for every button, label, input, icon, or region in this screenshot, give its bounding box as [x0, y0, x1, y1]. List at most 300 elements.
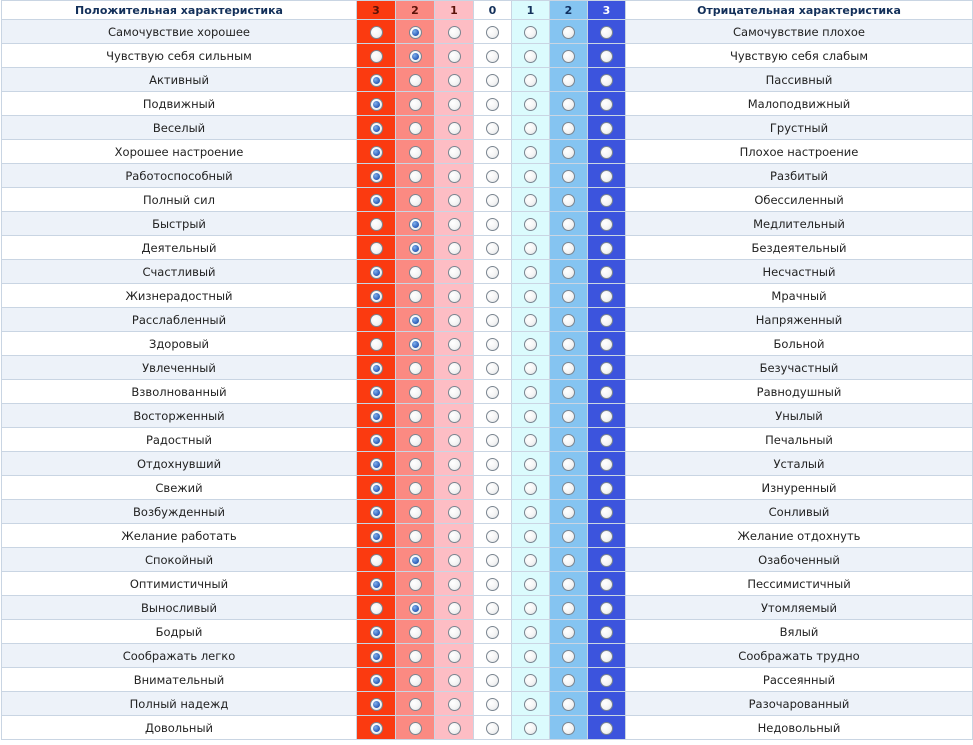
rating-cell-pos-1[interactable]: [435, 548, 474, 572]
rating-cell-pos-3[interactable]: [357, 428, 396, 452]
rating-cell-pos-3[interactable]: [357, 524, 396, 548]
radio-button-pos-1[interactable]: [448, 218, 461, 231]
radio-button-pos-2[interactable]: [409, 26, 422, 39]
radio-button-neutral[interactable]: [486, 458, 499, 471]
radio-button-pos-2[interactable]: [409, 386, 422, 399]
rating-cell-pos-2[interactable]: [396, 68, 435, 92]
radio-button-pos-1[interactable]: [448, 50, 461, 63]
radio-button-neg-3[interactable]: [600, 290, 613, 303]
radio-button-pos-1[interactable]: [448, 98, 461, 111]
radio-button-neg-1[interactable]: [524, 626, 537, 639]
rating-cell-neg-1[interactable]: [512, 620, 550, 644]
rating-cell-pos-2[interactable]: [396, 668, 435, 692]
radio-button-pos-2[interactable]: [409, 50, 422, 63]
radio-button-neg-1[interactable]: [524, 26, 537, 39]
rating-cell-neg-1[interactable]: [512, 404, 550, 428]
radio-button-neg-2[interactable]: [562, 554, 575, 567]
radio-button-neutral[interactable]: [486, 50, 499, 63]
rating-cell-neg-1[interactable]: [512, 284, 550, 308]
rating-cell-pos-3[interactable]: [357, 140, 396, 164]
radio-button-pos-3[interactable]: [370, 506, 383, 519]
rating-cell-pos-1[interactable]: [435, 92, 474, 116]
radio-button-pos-2[interactable]: [409, 266, 422, 279]
rating-cell-pos-1[interactable]: [435, 284, 474, 308]
rating-cell-neg-1[interactable]: [512, 188, 550, 212]
radio-button-neg-1[interactable]: [524, 434, 537, 447]
radio-button-neg-3[interactable]: [600, 602, 613, 615]
rating-cell-pos-2[interactable]: [396, 164, 435, 188]
rating-cell-neutral[interactable]: [474, 188, 512, 212]
radio-button-pos-2[interactable]: [409, 578, 422, 591]
radio-button-pos-2[interactable]: [409, 74, 422, 87]
rating-cell-pos-1[interactable]: [435, 596, 474, 620]
radio-button-neg-2[interactable]: [562, 242, 575, 255]
rating-cell-neg-2[interactable]: [550, 260, 588, 284]
rating-cell-neutral[interactable]: [474, 356, 512, 380]
radio-button-neg-2[interactable]: [562, 290, 575, 303]
radio-button-pos-1[interactable]: [448, 266, 461, 279]
rating-cell-neg-2[interactable]: [550, 140, 588, 164]
radio-button-neg-3[interactable]: [600, 626, 613, 639]
rating-cell-pos-2[interactable]: [396, 356, 435, 380]
radio-button-pos-1[interactable]: [448, 314, 461, 327]
radio-button-pos-1[interactable]: [448, 626, 461, 639]
rating-cell-neutral[interactable]: [474, 644, 512, 668]
radio-button-neg-3[interactable]: [600, 146, 613, 159]
radio-button-neg-3[interactable]: [600, 266, 613, 279]
rating-cell-neg-1[interactable]: [512, 236, 550, 260]
rating-cell-pos-1[interactable]: [435, 332, 474, 356]
rating-cell-pos-2[interactable]: [396, 380, 435, 404]
rating-cell-neg-1[interactable]: [512, 596, 550, 620]
rating-cell-pos-3[interactable]: [357, 68, 396, 92]
rating-cell-pos-2[interactable]: [396, 332, 435, 356]
radio-button-pos-1[interactable]: [448, 650, 461, 663]
rating-cell-neutral[interactable]: [474, 452, 512, 476]
radio-button-neg-3[interactable]: [600, 410, 613, 423]
radio-button-pos-2[interactable]: [409, 530, 422, 543]
radio-button-neutral[interactable]: [486, 482, 499, 495]
rating-cell-pos-1[interactable]: [435, 116, 474, 140]
radio-button-neg-1[interactable]: [524, 194, 537, 207]
rating-cell-neg-3[interactable]: [588, 332, 626, 356]
rating-cell-pos-2[interactable]: [396, 116, 435, 140]
radio-button-neg-3[interactable]: [600, 530, 613, 543]
radio-button-pos-2[interactable]: [409, 410, 422, 423]
radio-button-pos-3[interactable]: [370, 338, 383, 351]
rating-cell-neg-1[interactable]: [512, 356, 550, 380]
radio-button-neg-2[interactable]: [562, 386, 575, 399]
rating-cell-neg-2[interactable]: [550, 548, 588, 572]
radio-button-neg-2[interactable]: [562, 338, 575, 351]
radio-button-pos-2[interactable]: [409, 458, 422, 471]
rating-cell-neutral[interactable]: [474, 524, 512, 548]
radio-button-pos-3[interactable]: [370, 194, 383, 207]
radio-button-pos-3[interactable]: [370, 458, 383, 471]
radio-button-pos-1[interactable]: [448, 194, 461, 207]
radio-button-pos-3[interactable]: [370, 290, 383, 303]
radio-button-pos-2[interactable]: [409, 194, 422, 207]
radio-button-pos-3[interactable]: [370, 170, 383, 183]
rating-cell-pos-2[interactable]: [396, 452, 435, 476]
rating-cell-pos-1[interactable]: [435, 476, 474, 500]
rating-cell-pos-1[interactable]: [435, 140, 474, 164]
radio-button-neg-3[interactable]: [600, 482, 613, 495]
radio-button-neutral[interactable]: [486, 146, 499, 159]
rating-cell-neg-2[interactable]: [550, 284, 588, 308]
radio-button-neg-3[interactable]: [600, 170, 613, 183]
radio-button-pos-2[interactable]: [409, 722, 422, 735]
rating-cell-pos-2[interactable]: [396, 548, 435, 572]
radio-button-neg-1[interactable]: [524, 266, 537, 279]
rating-cell-pos-3[interactable]: [357, 716, 396, 740]
rating-cell-neg-3[interactable]: [588, 236, 626, 260]
radio-button-neg-3[interactable]: [600, 434, 613, 447]
rating-cell-neg-2[interactable]: [550, 308, 588, 332]
rating-cell-neg-3[interactable]: [588, 428, 626, 452]
rating-cell-neg-2[interactable]: [550, 452, 588, 476]
rating-cell-pos-3[interactable]: [357, 260, 396, 284]
rating-cell-neg-1[interactable]: [512, 452, 550, 476]
radio-button-neutral[interactable]: [486, 386, 499, 399]
radio-button-neg-1[interactable]: [524, 674, 537, 687]
rating-cell-pos-3[interactable]: [357, 332, 396, 356]
rating-cell-neg-1[interactable]: [512, 428, 550, 452]
rating-cell-pos-2[interactable]: [396, 92, 435, 116]
radio-button-pos-2[interactable]: [409, 554, 422, 567]
radio-button-neg-3[interactable]: [600, 458, 613, 471]
rating-cell-neg-3[interactable]: [588, 692, 626, 716]
rating-cell-neg-2[interactable]: [550, 596, 588, 620]
rating-cell-neg-1[interactable]: [512, 548, 550, 572]
rating-cell-neutral[interactable]: [474, 572, 512, 596]
radio-button-neg-2[interactable]: [562, 98, 575, 111]
radio-button-pos-2[interactable]: [409, 698, 422, 711]
rating-cell-neg-3[interactable]: [588, 668, 626, 692]
rating-cell-pos-1[interactable]: [435, 44, 474, 68]
rating-cell-pos-2[interactable]: [396, 476, 435, 500]
radio-button-neg-2[interactable]: [562, 602, 575, 615]
radio-button-neutral[interactable]: [486, 194, 499, 207]
radio-button-neg-2[interactable]: [562, 26, 575, 39]
radio-button-pos-2[interactable]: [409, 506, 422, 519]
rating-cell-neutral[interactable]: [474, 164, 512, 188]
rating-cell-neg-1[interactable]: [512, 140, 550, 164]
radio-button-neutral[interactable]: [486, 98, 499, 111]
radio-button-neg-1[interactable]: [524, 218, 537, 231]
rating-cell-neg-3[interactable]: [588, 44, 626, 68]
radio-button-pos-3[interactable]: [370, 434, 383, 447]
radio-button-pos-3[interactable]: [370, 50, 383, 63]
rating-cell-neg-3[interactable]: [588, 284, 626, 308]
rating-cell-pos-3[interactable]: [357, 476, 396, 500]
radio-button-neutral[interactable]: [486, 698, 499, 711]
radio-button-pos-1[interactable]: [448, 698, 461, 711]
radio-button-neg-1[interactable]: [524, 578, 537, 591]
radio-button-neg-1[interactable]: [524, 698, 537, 711]
rating-cell-neg-1[interactable]: [512, 716, 550, 740]
rating-cell-neg-1[interactable]: [512, 260, 550, 284]
radio-button-neg-3[interactable]: [600, 242, 613, 255]
radio-button-neg-3[interactable]: [600, 554, 613, 567]
radio-button-pos-2[interactable]: [409, 650, 422, 663]
radio-button-neutral[interactable]: [486, 578, 499, 591]
radio-button-neg-3[interactable]: [600, 194, 613, 207]
radio-button-neutral[interactable]: [486, 626, 499, 639]
radio-button-pos-3[interactable]: [370, 602, 383, 615]
radio-button-neg-2[interactable]: [562, 122, 575, 135]
rating-cell-neg-1[interactable]: [512, 116, 550, 140]
rating-cell-pos-1[interactable]: [435, 500, 474, 524]
radio-button-neutral[interactable]: [486, 26, 499, 39]
radio-button-neutral[interactable]: [486, 554, 499, 567]
radio-button-neutral[interactable]: [486, 290, 499, 303]
rating-cell-neg-3[interactable]: [588, 596, 626, 620]
rating-cell-neg-2[interactable]: [550, 212, 588, 236]
radio-button-pos-3[interactable]: [370, 674, 383, 687]
radio-button-pos-2[interactable]: [409, 122, 422, 135]
radio-button-neutral[interactable]: [486, 338, 499, 351]
radio-button-neg-2[interactable]: [562, 74, 575, 87]
rating-cell-pos-3[interactable]: [357, 92, 396, 116]
rating-cell-neg-2[interactable]: [550, 356, 588, 380]
radio-button-pos-1[interactable]: [448, 290, 461, 303]
radio-button-neutral[interactable]: [486, 170, 499, 183]
rating-cell-neg-3[interactable]: [588, 212, 626, 236]
rating-cell-pos-1[interactable]: [435, 668, 474, 692]
radio-button-pos-3[interactable]: [370, 362, 383, 375]
rating-cell-pos-1[interactable]: [435, 68, 474, 92]
rating-cell-neutral[interactable]: [474, 68, 512, 92]
rating-cell-neg-2[interactable]: [550, 20, 588, 44]
rating-cell-neutral[interactable]: [474, 500, 512, 524]
rating-cell-pos-3[interactable]: [357, 212, 396, 236]
radio-button-pos-2[interactable]: [409, 338, 422, 351]
rating-cell-pos-1[interactable]: [435, 236, 474, 260]
rating-cell-neg-1[interactable]: [512, 692, 550, 716]
rating-cell-neg-3[interactable]: [588, 308, 626, 332]
rating-cell-pos-2[interactable]: [396, 404, 435, 428]
rating-cell-neg-1[interactable]: [512, 332, 550, 356]
radio-button-neutral[interactable]: [486, 410, 499, 423]
rating-cell-neg-1[interactable]: [512, 212, 550, 236]
radio-button-pos-1[interactable]: [448, 482, 461, 495]
radio-button-neg-1[interactable]: [524, 338, 537, 351]
radio-button-neg-1[interactable]: [524, 506, 537, 519]
rating-cell-neg-3[interactable]: [588, 452, 626, 476]
radio-button-neg-3[interactable]: [600, 698, 613, 711]
radio-button-pos-3[interactable]: [370, 218, 383, 231]
rating-cell-neg-1[interactable]: [512, 500, 550, 524]
rating-cell-neg-2[interactable]: [550, 404, 588, 428]
radio-button-neg-2[interactable]: [562, 362, 575, 375]
rating-cell-pos-3[interactable]: [357, 548, 396, 572]
radio-button-pos-3[interactable]: [370, 410, 383, 423]
radio-button-pos-2[interactable]: [409, 290, 422, 303]
rating-cell-neutral[interactable]: [474, 236, 512, 260]
rating-cell-neg-3[interactable]: [588, 716, 626, 740]
rating-cell-pos-2[interactable]: [396, 428, 435, 452]
rating-cell-pos-3[interactable]: [357, 116, 396, 140]
radio-button-neg-1[interactable]: [524, 98, 537, 111]
radio-button-neg-1[interactable]: [524, 50, 537, 63]
radio-button-pos-3[interactable]: [370, 554, 383, 567]
radio-button-neutral[interactable]: [486, 674, 499, 687]
rating-cell-neg-3[interactable]: [588, 476, 626, 500]
rating-cell-neutral[interactable]: [474, 428, 512, 452]
radio-button-neutral[interactable]: [486, 314, 499, 327]
rating-cell-neg-2[interactable]: [550, 44, 588, 68]
rating-cell-neg-3[interactable]: [588, 500, 626, 524]
radio-button-neg-3[interactable]: [600, 578, 613, 591]
radio-button-pos-1[interactable]: [448, 122, 461, 135]
radio-button-pos-3[interactable]: [370, 122, 383, 135]
radio-button-pos-3[interactable]: [370, 26, 383, 39]
radio-button-neg-2[interactable]: [562, 626, 575, 639]
rating-cell-neutral[interactable]: [474, 260, 512, 284]
rating-cell-pos-1[interactable]: [435, 188, 474, 212]
radio-button-pos-1[interactable]: [448, 338, 461, 351]
rating-cell-pos-3[interactable]: [357, 572, 396, 596]
radio-button-neutral[interactable]: [486, 722, 499, 735]
radio-button-pos-1[interactable]: [448, 722, 461, 735]
rating-cell-pos-2[interactable]: [396, 620, 435, 644]
radio-button-neg-3[interactable]: [600, 338, 613, 351]
rating-cell-pos-3[interactable]: [357, 620, 396, 644]
rating-cell-pos-3[interactable]: [357, 44, 396, 68]
rating-cell-neg-2[interactable]: [550, 500, 588, 524]
rating-cell-neg-2[interactable]: [550, 572, 588, 596]
radio-button-neg-3[interactable]: [600, 50, 613, 63]
radio-button-neg-2[interactable]: [562, 650, 575, 663]
rating-cell-neutral[interactable]: [474, 44, 512, 68]
rating-cell-pos-3[interactable]: [357, 404, 396, 428]
rating-cell-pos-1[interactable]: [435, 308, 474, 332]
rating-cell-pos-3[interactable]: [357, 284, 396, 308]
rating-cell-pos-3[interactable]: [357, 692, 396, 716]
rating-cell-neg-3[interactable]: [588, 356, 626, 380]
radio-button-neg-2[interactable]: [562, 434, 575, 447]
radio-button-neg-3[interactable]: [600, 722, 613, 735]
radio-button-pos-2[interactable]: [409, 434, 422, 447]
radio-button-neg-3[interactable]: [600, 74, 613, 87]
radio-button-pos-3[interactable]: [370, 650, 383, 663]
radio-button-pos-2[interactable]: [409, 626, 422, 639]
radio-button-neg-2[interactable]: [562, 674, 575, 687]
radio-button-neg-3[interactable]: [600, 386, 613, 399]
rating-cell-neutral[interactable]: [474, 596, 512, 620]
radio-button-neutral[interactable]: [486, 602, 499, 615]
radio-button-neg-2[interactable]: [562, 314, 575, 327]
rating-cell-neg-1[interactable]: [512, 572, 550, 596]
radio-button-pos-2[interactable]: [409, 98, 422, 111]
rating-cell-neutral[interactable]: [474, 548, 512, 572]
rating-cell-pos-2[interactable]: [396, 260, 435, 284]
radio-button-pos-1[interactable]: [448, 26, 461, 39]
radio-button-neg-1[interactable]: [524, 530, 537, 543]
rating-cell-neg-2[interactable]: [550, 332, 588, 356]
rating-cell-neutral[interactable]: [474, 620, 512, 644]
rating-cell-pos-3[interactable]: [357, 188, 396, 212]
rating-cell-pos-2[interactable]: [396, 500, 435, 524]
radio-button-neg-1[interactable]: [524, 386, 537, 399]
rating-cell-neg-3[interactable]: [588, 260, 626, 284]
rating-cell-neutral[interactable]: [474, 668, 512, 692]
rating-cell-neg-3[interactable]: [588, 524, 626, 548]
radio-button-pos-3[interactable]: [370, 98, 383, 111]
radio-button-neutral[interactable]: [486, 218, 499, 231]
radio-button-pos-3[interactable]: [370, 266, 383, 279]
radio-button-pos-3[interactable]: [370, 482, 383, 495]
radio-button-neutral[interactable]: [486, 650, 499, 663]
radio-button-pos-3[interactable]: [370, 314, 383, 327]
rating-cell-neg-2[interactable]: [550, 524, 588, 548]
radio-button-neutral[interactable]: [486, 266, 499, 279]
radio-button-neg-3[interactable]: [600, 314, 613, 327]
rating-cell-neg-1[interactable]: [512, 380, 550, 404]
radio-button-neg-1[interactable]: [524, 722, 537, 735]
radio-button-neg-2[interactable]: [562, 146, 575, 159]
radio-button-neg-1[interactable]: [524, 290, 537, 303]
rating-cell-neg-1[interactable]: [512, 68, 550, 92]
radio-button-pos-1[interactable]: [448, 170, 461, 183]
rating-cell-pos-1[interactable]: [435, 164, 474, 188]
radio-button-pos-1[interactable]: [448, 74, 461, 87]
rating-cell-neg-1[interactable]: [512, 308, 550, 332]
rating-cell-neg-2[interactable]: [550, 92, 588, 116]
rating-cell-neg-2[interactable]: [550, 236, 588, 260]
rating-cell-neg-3[interactable]: [588, 164, 626, 188]
rating-cell-neutral[interactable]: [474, 380, 512, 404]
radio-button-neutral[interactable]: [486, 122, 499, 135]
rating-cell-pos-1[interactable]: [435, 644, 474, 668]
rating-cell-neg-3[interactable]: [588, 644, 626, 668]
rating-cell-pos-2[interactable]: [396, 212, 435, 236]
rating-cell-pos-3[interactable]: [357, 668, 396, 692]
radio-button-neg-1[interactable]: [524, 122, 537, 135]
radio-button-neutral[interactable]: [486, 530, 499, 543]
radio-button-pos-1[interactable]: [448, 434, 461, 447]
rating-cell-pos-1[interactable]: [435, 356, 474, 380]
radio-button-neg-1[interactable]: [524, 170, 537, 183]
rating-cell-neg-1[interactable]: [512, 92, 550, 116]
radio-button-neg-2[interactable]: [562, 506, 575, 519]
radio-button-neg-3[interactable]: [600, 122, 613, 135]
rating-cell-pos-3[interactable]: [357, 236, 396, 260]
rating-cell-pos-2[interactable]: [396, 308, 435, 332]
rating-cell-neg-1[interactable]: [512, 644, 550, 668]
rating-cell-neutral[interactable]: [474, 140, 512, 164]
rating-cell-pos-2[interactable]: [396, 140, 435, 164]
rating-cell-pos-1[interactable]: [435, 20, 474, 44]
rating-cell-pos-2[interactable]: [396, 596, 435, 620]
radio-button-neg-1[interactable]: [524, 242, 537, 255]
rating-cell-pos-1[interactable]: [435, 212, 474, 236]
rating-cell-neg-2[interactable]: [550, 164, 588, 188]
rating-cell-neutral[interactable]: [474, 476, 512, 500]
rating-cell-neg-3[interactable]: [588, 404, 626, 428]
radio-button-pos-1[interactable]: [448, 554, 461, 567]
radio-button-pos-1[interactable]: [448, 362, 461, 375]
rating-cell-neg-1[interactable]: [512, 668, 550, 692]
rating-cell-pos-1[interactable]: [435, 404, 474, 428]
radio-button-neg-1[interactable]: [524, 74, 537, 87]
rating-cell-neutral[interactable]: [474, 308, 512, 332]
radio-button-neg-2[interactable]: [562, 266, 575, 279]
radio-button-pos-1[interactable]: [448, 386, 461, 399]
radio-button-pos-2[interactable]: [409, 482, 422, 495]
rating-cell-neg-2[interactable]: [550, 476, 588, 500]
